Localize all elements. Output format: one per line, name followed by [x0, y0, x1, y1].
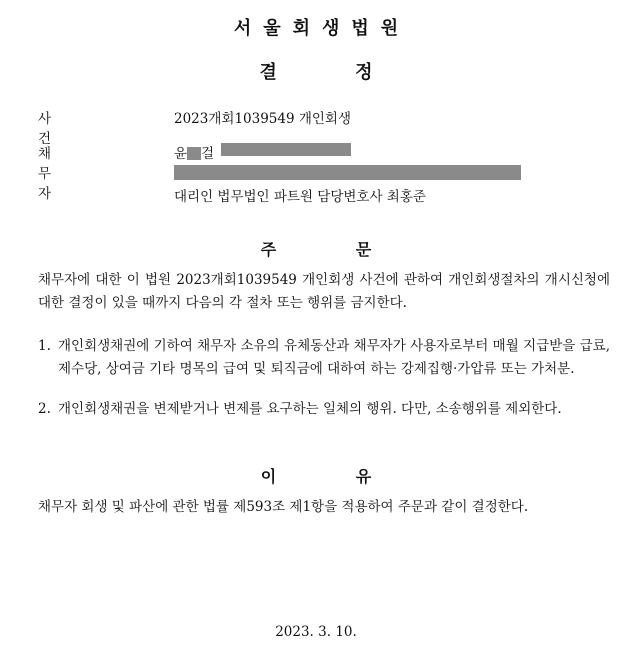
debtor-name-prefix: 윤	[174, 146, 188, 162]
list-item-number: 1.	[38, 338, 51, 354]
redaction-bar	[187, 147, 201, 160]
case-value: 2023개회1039549 개인회생	[174, 111, 352, 127]
reason-heading: 이 유	[260, 467, 372, 486]
reason-text: 채무자 회생 및 파산에 관한 법률 제593조 제1항을 적용하여 주문과 같이 결정한다.	[38, 499, 529, 515]
debtor-label: 채무자	[38, 146, 88, 202]
list-item	[38, 335, 610, 381]
case-label: 사건	[38, 111, 88, 147]
agent-line: 대리인 법무법인 파트원 담당변호사 최홍준	[174, 189, 426, 205]
list-item-text: 개인회생채권을 변제받거나 변제를 요구하는 일체의 행위. 다만, 소송행위를 제외한다.	[58, 401, 562, 417]
list-item-number: 2.	[38, 401, 51, 417]
debtor-name	[174, 142, 214, 162]
list-item	[38, 398, 610, 421]
list-item-text: 개인회생채권에 기하여 채무자 소유의 유체동산과 채무자가 사용자로부터 매월 지급받을 급료, 제수당, 상여금 기타 명목의 급여 및 퇴직금에 대하여 하는 강제집행·가압류 또는 가처분.	[58, 338, 610, 377]
redaction-bar	[174, 165, 521, 180]
decision-date: 2023. 3. 10.	[275, 624, 357, 640]
debtor-name-suffix: 걸	[201, 146, 215, 162]
court-name: 서울회생법원	[233, 18, 411, 39]
order-text: 채무자에 대한 이 법원 2023개회1039549 개인회생 사건에 관하여 개인회생절차의 개시신청에 대한 결정이 있을 때까지 다음의 각 절차 또는 행위를 금지한다.	[38, 272, 610, 311]
order-heading: 주 문	[260, 240, 372, 259]
document-type: 결 정	[259, 62, 373, 83]
redaction-bar	[221, 143, 351, 156]
